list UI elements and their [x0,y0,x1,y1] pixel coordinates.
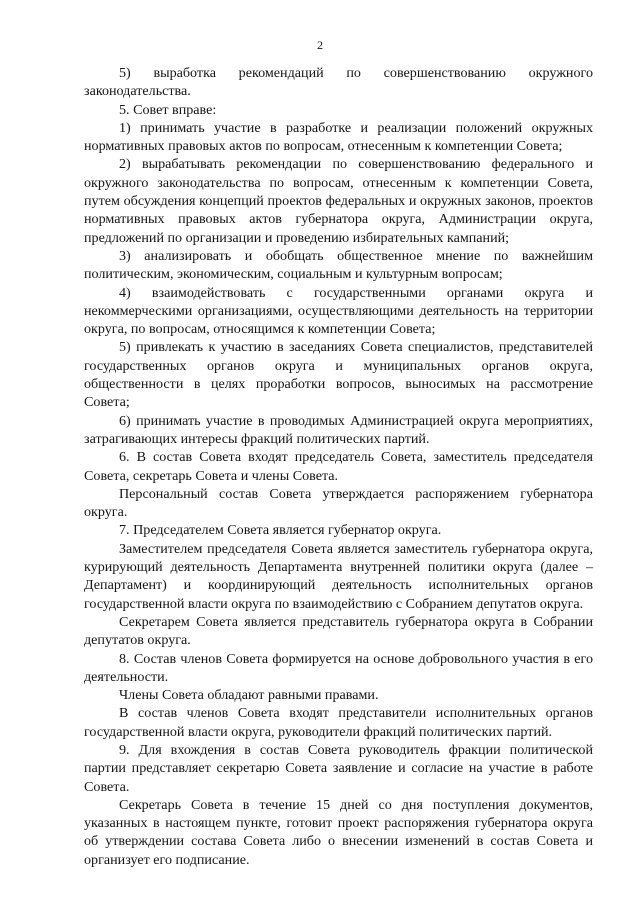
paragraph-members-composition: В состав членов Совета входят представители исполнительных органов государственной власти округа, руководители фракций политических партий. [84,705,593,740]
paragraph-right-3: 3) анализировать и обобщать общественное мнение по важнейшим политическим, экономическим, социальным и культурным вопросам; [84,247,593,283]
paragraph-secretary-duties: Секретарь Совета в течение 15 дней со дня поступления документов, указанных в настоящем пункте, готовит проект распоряжения губернатора округа об утверждении состава Совета либо о внесении изменений в состав Совета и организует его подписание. [84,796,593,868]
paragraph-section-7: 7. Председателем Совета является губернатор округа. [119,522,442,539]
paragraph-right-4: 4) взаимодействовать с государственными органами округа и некоммерческими организациями, осуществляющими деятельность на территории округа, по вопросам, относящимся к компетенции Совета; [84,284,593,338]
paragraph-right-1: 1) принимать участие в разработке и реализации положений окружных нормативных правовых актов по вопросам, отнесенным к компетенции Совета; [84,119,593,155]
paragraph-item-5-recommendations: 5) выработка рекомендаций по совершенствованию окружного законодательства. [84,65,593,100]
document-body [84,64,593,869]
page-number: 2 [317,38,323,52]
paragraph-section-6: 6. В состав Совета входят председатель Совета, заместитель председателя Совета, секретарь Совета и члены Совета. [84,449,593,484]
paragraph-section-5-heading: 5. Совет вправе: [119,101,217,118]
paragraph-right-2: 2) вырабатывать рекомендации по совершенствованию федерального и окружного законодательства по вопросам, отнесенным к компетенции Совета, путем обсуждения концепций проектов федеральных и окружных законов, проектов нормативных правовых актов губернатора округа, Администрации округа, предложений по организации и проведению избирательных кампаний; [84,156,593,246]
paragraph-deputy-chairman: Заместителем председателя Совета является заместитель губернатора округа, курирующий деятельность Департамента внутренней политики округа (далее – Департамент) и координирующий деятельность исполнительных органов государственной власти округа по взаимодействию с Собранием депутатов округа. [84,540,593,612]
paragraph-equal-rights: Члены Совета обладают равными правами. [119,687,379,704]
paragraph-personal-composition: Персональный состав Совета утверждается распоряжением губернатора округа. [84,485,593,521]
paragraph-section-9: 9. Для вхождения в состав Совета руководитель фракции политической партии представляет секретарю Совета заявление и согласие на участие в работе Совета. [84,741,593,795]
paragraph-secretary: Секретарем Совета является представитель губернатора округа в Собрании депутатов округа. [84,613,593,649]
paragraph-section-8: 8. Состав членов Совета формируется на основе добровольного участия в его деятельности. [84,650,593,685]
paragraph-right-5: 5) привлекать к участию в заседаниях Совета специалистов, представителей государственных органов округа и муниципальных органов округа, общественности в целях проработки вопросов, выносимых на рассмотрение Совета; [84,339,593,411]
paragraph-right-6: 6) принимать участие в проводимых Администрацией округа мероприятиях, затрагивающих интересы фракций политических партий. [84,412,593,447]
